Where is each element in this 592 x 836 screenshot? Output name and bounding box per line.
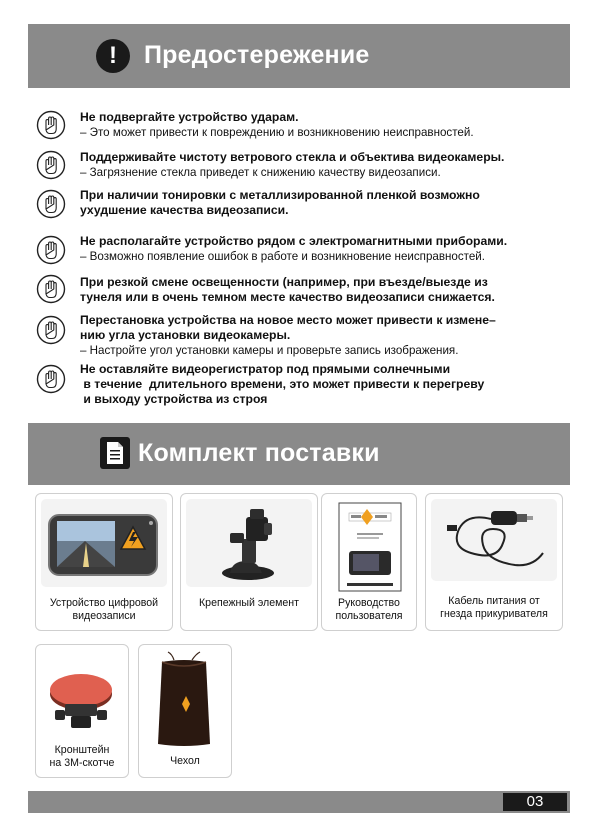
manual-image	[327, 499, 411, 593]
kit-item-power-cable	[425, 493, 563, 631]
hand-stop-icon	[36, 274, 66, 304]
warning-item-3: При наличии тонировки с металлизированной пленкой возможно ухудшение качества видеозаписи.	[80, 188, 480, 217]
hand-stop-icon	[36, 235, 66, 265]
hand-stop-icon	[36, 110, 66, 140]
mount-image	[186, 499, 312, 587]
kit-caption: Крепежный элемент	[199, 597, 299, 609]
warning-item-1: Не подвергайте устройство ударам. – Это может привести к повреждению и возникновению неисправностей.	[80, 110, 474, 139]
pouch-image	[144, 650, 226, 750]
kit-title: Комплект поставки	[138, 439, 380, 467]
kit-caption: Кабель питания от гнезда прикуривателя	[440, 595, 548, 620]
kit-item-pouch	[138, 644, 232, 778]
warning-item-4: Не располагайте устройство рядом с электромагнитными приборами. – Возможно появление ошибок в работе и возникновение неисправностей.	[80, 234, 508, 263]
kit-header-band	[28, 423, 570, 485]
hand-stop-icon	[36, 315, 66, 345]
dvr-image	[41, 499, 167, 587]
hand-stop-icon	[36, 150, 66, 180]
document-icon	[100, 437, 130, 469]
warning-item-7: Не оставляйте видеорегистратор под прямыми солнечными в течение длительного времени, это может привести к перегреву и выходу устройства из строя	[80, 362, 485, 406]
kit-item-bracket	[35, 644, 129, 778]
warning-item-5: При резкой смене освещенности (например, при въезде/выезде из тунеля или в очень темном месте качество видеозаписи снижается.	[80, 275, 495, 304]
bracket-image	[41, 650, 123, 738]
warning-item-6: Перестановка устройства на новое место может привести к измене– нию угла установки видеокамеры. – Настройте угол установки камеры и проверьте запись изображения.	[80, 313, 496, 357]
kit-caption: Кронштейн на 3М-скотче	[49, 744, 115, 769]
kit-item-dvr	[35, 493, 173, 631]
page-number: 03	[503, 793, 567, 811]
exclamation-icon: !	[96, 39, 130, 73]
hand-stop-icon	[36, 189, 66, 219]
kit-caption: Руководство пользователя	[335, 597, 403, 622]
warning-title: Предостережение	[144, 41, 370, 69]
kit-caption: Чехол	[170, 755, 200, 767]
kit-item-manual	[321, 493, 417, 631]
footer-band	[28, 791, 570, 813]
kit-caption: Устройство цифровой видеозаписи	[49, 597, 159, 622]
power-cable-image	[431, 499, 557, 581]
warning-header-band	[28, 24, 570, 88]
kit-item-mount	[180, 493, 318, 631]
warning-item-2: Поддерживайте чистоту ветрового стекла и объектива видеокамеры. – Загрязнение стекла приведет к снижению качеству видеозаписи.	[80, 150, 505, 179]
hand-stop-icon	[36, 364, 66, 394]
